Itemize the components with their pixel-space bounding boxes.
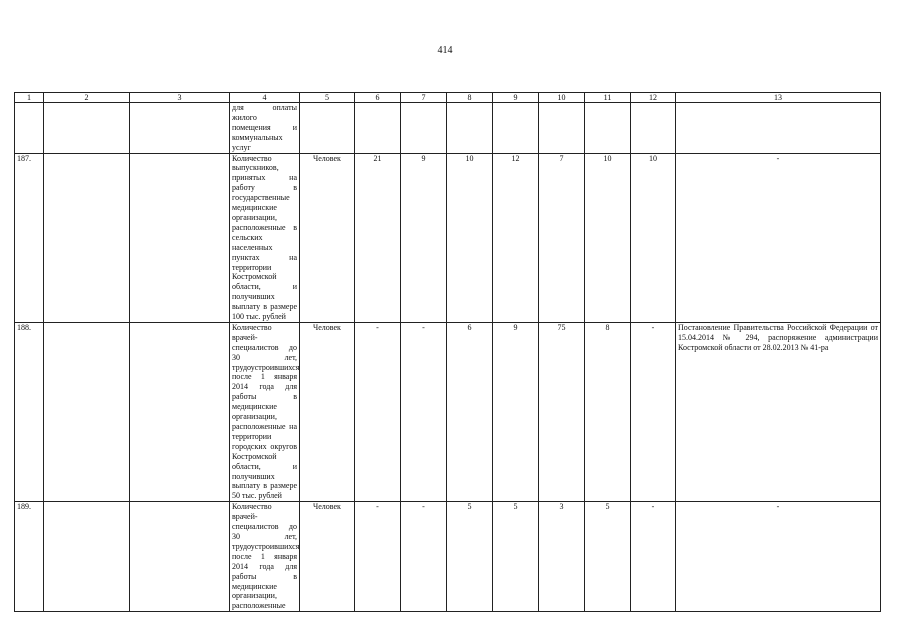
indicator-text: для оплаты жилого помещения и коммунальных услуг <box>230 103 300 154</box>
empty-cell <box>44 322 130 501</box>
value-cell: - <box>401 322 447 501</box>
unit: Человек <box>300 502 355 612</box>
unit <box>300 103 355 154</box>
empty-cell <box>44 103 130 154</box>
unit: Человек <box>300 153 355 322</box>
value-cell: 12 <box>493 153 539 322</box>
unit: Человек <box>300 322 355 501</box>
column-header: 13 <box>676 93 881 103</box>
value-cell: 9 <box>493 322 539 501</box>
value-cell <box>447 103 493 154</box>
column-header: 10 <box>539 93 585 103</box>
table-row <box>15 322 881 501</box>
indicators-table <box>14 92 881 612</box>
column-header: 12 <box>631 93 676 103</box>
column-header: 5 <box>300 93 355 103</box>
empty-cell <box>130 103 230 154</box>
value-cell: 5 <box>585 502 631 612</box>
value-cell: 9 <box>401 153 447 322</box>
value-cell: 3 <box>539 502 585 612</box>
value-cell <box>631 103 676 154</box>
value-cell: 21 <box>355 153 401 322</box>
row-number: 189. <box>15 502 44 612</box>
value-cell <box>493 103 539 154</box>
empty-cell <box>130 502 230 612</box>
value-cell: - <box>355 502 401 612</box>
value-cell <box>401 103 447 154</box>
table-row <box>15 502 881 612</box>
column-header: 2 <box>44 93 130 103</box>
column-header: 9 <box>493 93 539 103</box>
value-cell: 5 <box>493 502 539 612</box>
column-header: 3 <box>130 93 230 103</box>
value-cell: 6 <box>447 322 493 501</box>
column-header: 8 <box>447 93 493 103</box>
indicator-text: Количество выпускников, принятых на работу в государственные медицинские организации, расположенные в сельских населенных пунктах на территории Костромской области, и получивших выплату в размере 100 тыс. рублей <box>230 153 300 322</box>
value-cell: - <box>631 322 676 501</box>
empty-cell <box>44 502 130 612</box>
value-cell: 8 <box>585 322 631 501</box>
column-header: 1 <box>15 93 44 103</box>
column-number-row <box>15 93 881 103</box>
table-row <box>15 153 881 322</box>
basis-text: - <box>676 153 881 322</box>
row-number: 187. <box>15 153 44 322</box>
basis-text: - <box>676 502 881 612</box>
value-cell: - <box>631 502 676 612</box>
value-cell <box>539 103 585 154</box>
value-cell: - <box>355 322 401 501</box>
basis-text <box>676 103 881 154</box>
value-cell: 5 <box>447 502 493 612</box>
value-cell: - <box>401 502 447 612</box>
value-cell: 10 <box>631 153 676 322</box>
indicator-text: Количество врачей-специалистов до 30 лет, трудоустроившихся после 1 января 2014 года для работы в медицинские организации, расположенные на территории городских округов Костромской области, и получивших выплату в размере 50 тыс. рублей <box>230 322 300 501</box>
row-number: 188. <box>15 322 44 501</box>
column-header: 11 <box>585 93 631 103</box>
value-cell: 10 <box>447 153 493 322</box>
column-header: 6 <box>355 93 401 103</box>
value-cell: 75 <box>539 322 585 501</box>
empty-cell <box>44 153 130 322</box>
page-number: 414 <box>437 45 453 56</box>
indicator-text: Количество врачей-специалистов до 30 лет, трудоустроившихся после 1 января 2014 года для работы в медицинские организации, расположенные <box>230 502 300 612</box>
table-row <box>15 103 881 154</box>
column-header: 4 <box>230 93 300 103</box>
basis-text: Постановление Правительства Российской Федерации от 15.04.2014 № 294, распоряжение администрации Костромской области от 28.02.2013 № 41-ра <box>676 322 881 501</box>
value-cell: 7 <box>539 153 585 322</box>
row-number <box>15 103 44 154</box>
value-cell: 10 <box>585 153 631 322</box>
empty-cell <box>130 153 230 322</box>
value-cell <box>585 103 631 154</box>
empty-cell <box>130 322 230 501</box>
value-cell <box>355 103 401 154</box>
column-header: 7 <box>401 93 447 103</box>
